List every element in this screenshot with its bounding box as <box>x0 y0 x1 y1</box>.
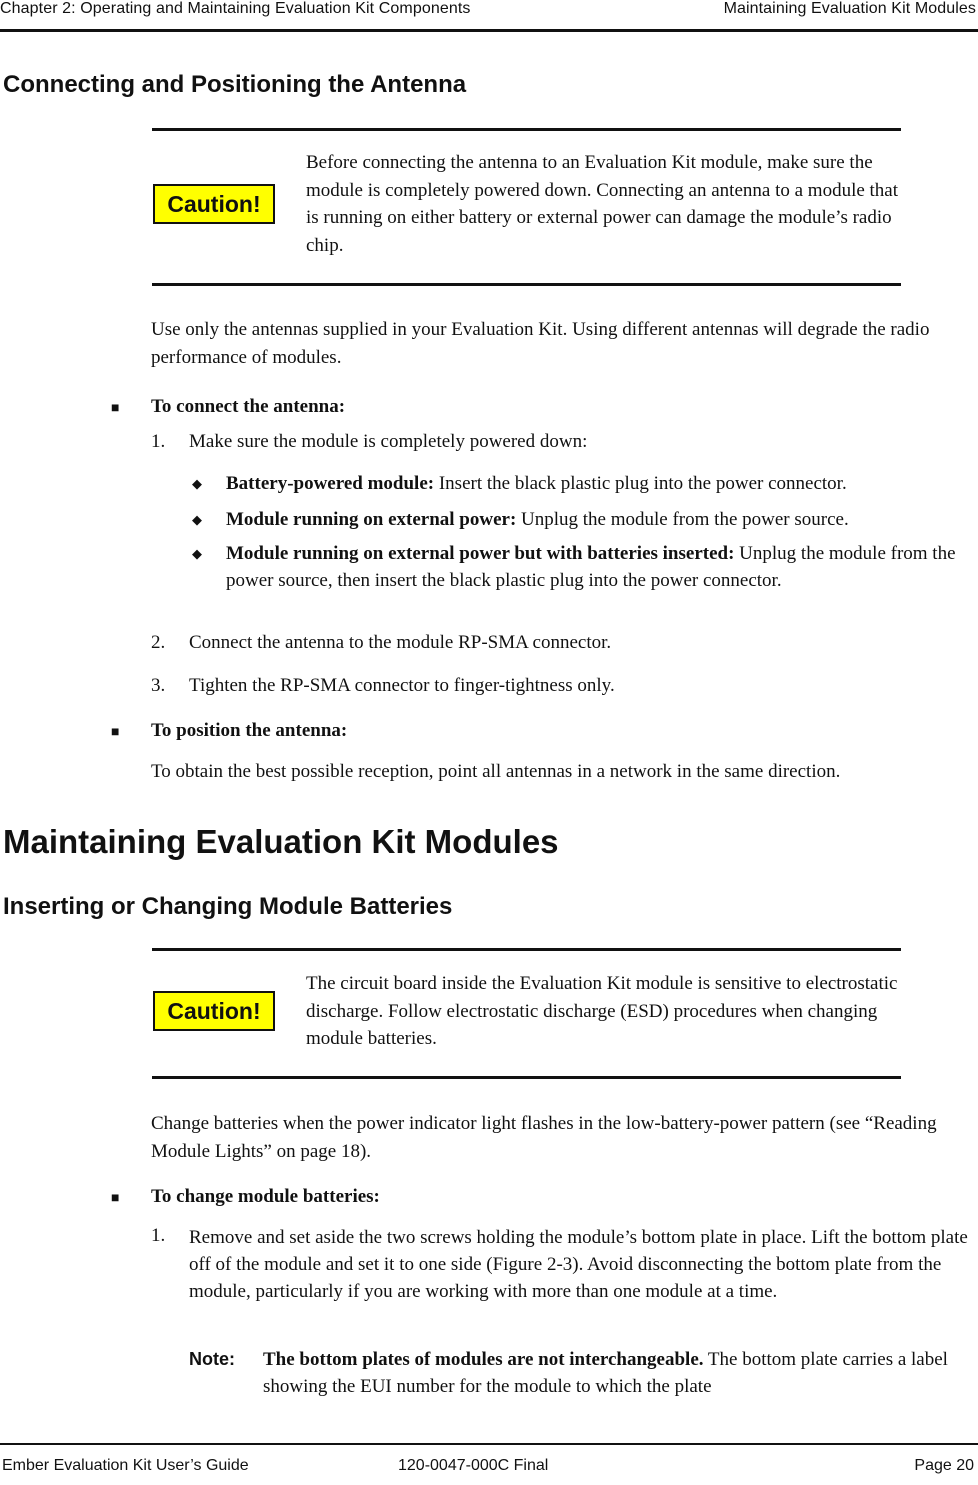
step-text: Make sure the module is completely powered down: <box>189 431 588 452</box>
caution-badge: Caution! <box>153 991 275 1031</box>
footer-doc-number: 120-0047-000C Final <box>398 1457 549 1474</box>
diamond-bullet-icon: ◆ <box>192 512 202 527</box>
square-bullet-icon: ■ <box>111 725 120 740</box>
chapter-section-title: Maintaining Evaluation Kit Modules <box>3 823 559 860</box>
caution-badge: Caution! <box>153 184 275 224</box>
note-label: Note: <box>189 1349 235 1369</box>
step-number: 3. <box>151 675 166 696</box>
step-text: Remove and set aside the two screws holding the module’s bottom plate in place. Lift the bottom plate off of the module and set it to one side (Figure 2-3). Avoid disconnecting the bottom plate from the module, particularly if you are working with more than one module at a time. <box>189 1227 968 1302</box>
diamond-bullet-icon: ◆ <box>192 476 202 491</box>
square-bullet-icon: ■ <box>111 401 120 416</box>
step-number: 1. <box>151 431 166 452</box>
caution-rule-top <box>152 128 901 131</box>
batteries-intro: Change batteries when the power indicator light flashes in the low-battery-power pattern (see “Reading Module Lights” on page 18). <box>151 1113 937 1162</box>
caution-rule-top <box>152 948 901 951</box>
subitem: Module running on external power but with batteries inserted: Unplug the module from the power source, then insert the black plastic plug into the power connector. <box>226 543 956 591</box>
step-number: 1. <box>151 1225 166 1246</box>
change-batteries-heading: To change module batteries: <box>151 1186 380 1207</box>
diamond-bullet-icon: ◆ <box>192 546 202 561</box>
footer-guide-title: Ember Evaluation Kit User’s Guide <box>2 1457 249 1474</box>
header-section: Maintaining Evaluation Kit Modules <box>723 0 976 17</box>
caution-text: The circuit board inside the Evaluation Kit module is sensitive to electrostatic discharge. Follow electrostatic discharge (ESD) procedures when changing module batteries. <box>306 973 898 1049</box>
subitem: Module running on external power: Unplug the module from the power source. <box>226 509 849 530</box>
page-footer <box>0 1443 978 1485</box>
note-text: The bottom plates of modules are not interchangeable. The bottom plate carries a label showing the EUI number for the module to which the plate <box>263 1349 948 1397</box>
position-text: To obtain the best possible reception, point all antennas in a network in the same direction. <box>151 761 841 782</box>
square-bullet-icon: ■ <box>111 1191 120 1206</box>
position-heading: To position the antenna: <box>151 720 348 741</box>
caution-text: Before connecting the antenna to an Evaluation Kit module, make sure the module is completely powered down. Connecting an antenna to a module that is running on either battery or external power can damage the module’s radio chip. <box>306 152 899 256</box>
page-header <box>0 0 978 32</box>
section-title-antenna: Connecting and Positioning the Antenna <box>3 71 467 98</box>
subitem: Battery-powered module: Insert the black plastic plug into the power connector. <box>226 473 847 494</box>
antenna-intro: Use only the antennas supplied in your Evaluation Kit. Using different antennas will degrade the radio performance of modules. <box>151 319 930 368</box>
connect-heading: To connect the antenna: <box>151 396 346 417</box>
caution-rule-bottom <box>152 283 901 286</box>
step-number: 2. <box>151 632 166 653</box>
step-text: Connect the antenna to the module RP-SMA connector. <box>189 632 612 653</box>
section-title-batteries: Inserting or Changing Module Batteries <box>3 893 453 920</box>
footer-page-number: Page 20 <box>914 1457 974 1474</box>
header-chapter: Chapter 2: Operating and Maintaining Evaluation Kit Components <box>0 0 471 17</box>
caution-rule-bottom <box>152 1076 901 1079</box>
step-text: Tighten the RP-SMA connector to finger-tightness only. <box>189 675 615 696</box>
